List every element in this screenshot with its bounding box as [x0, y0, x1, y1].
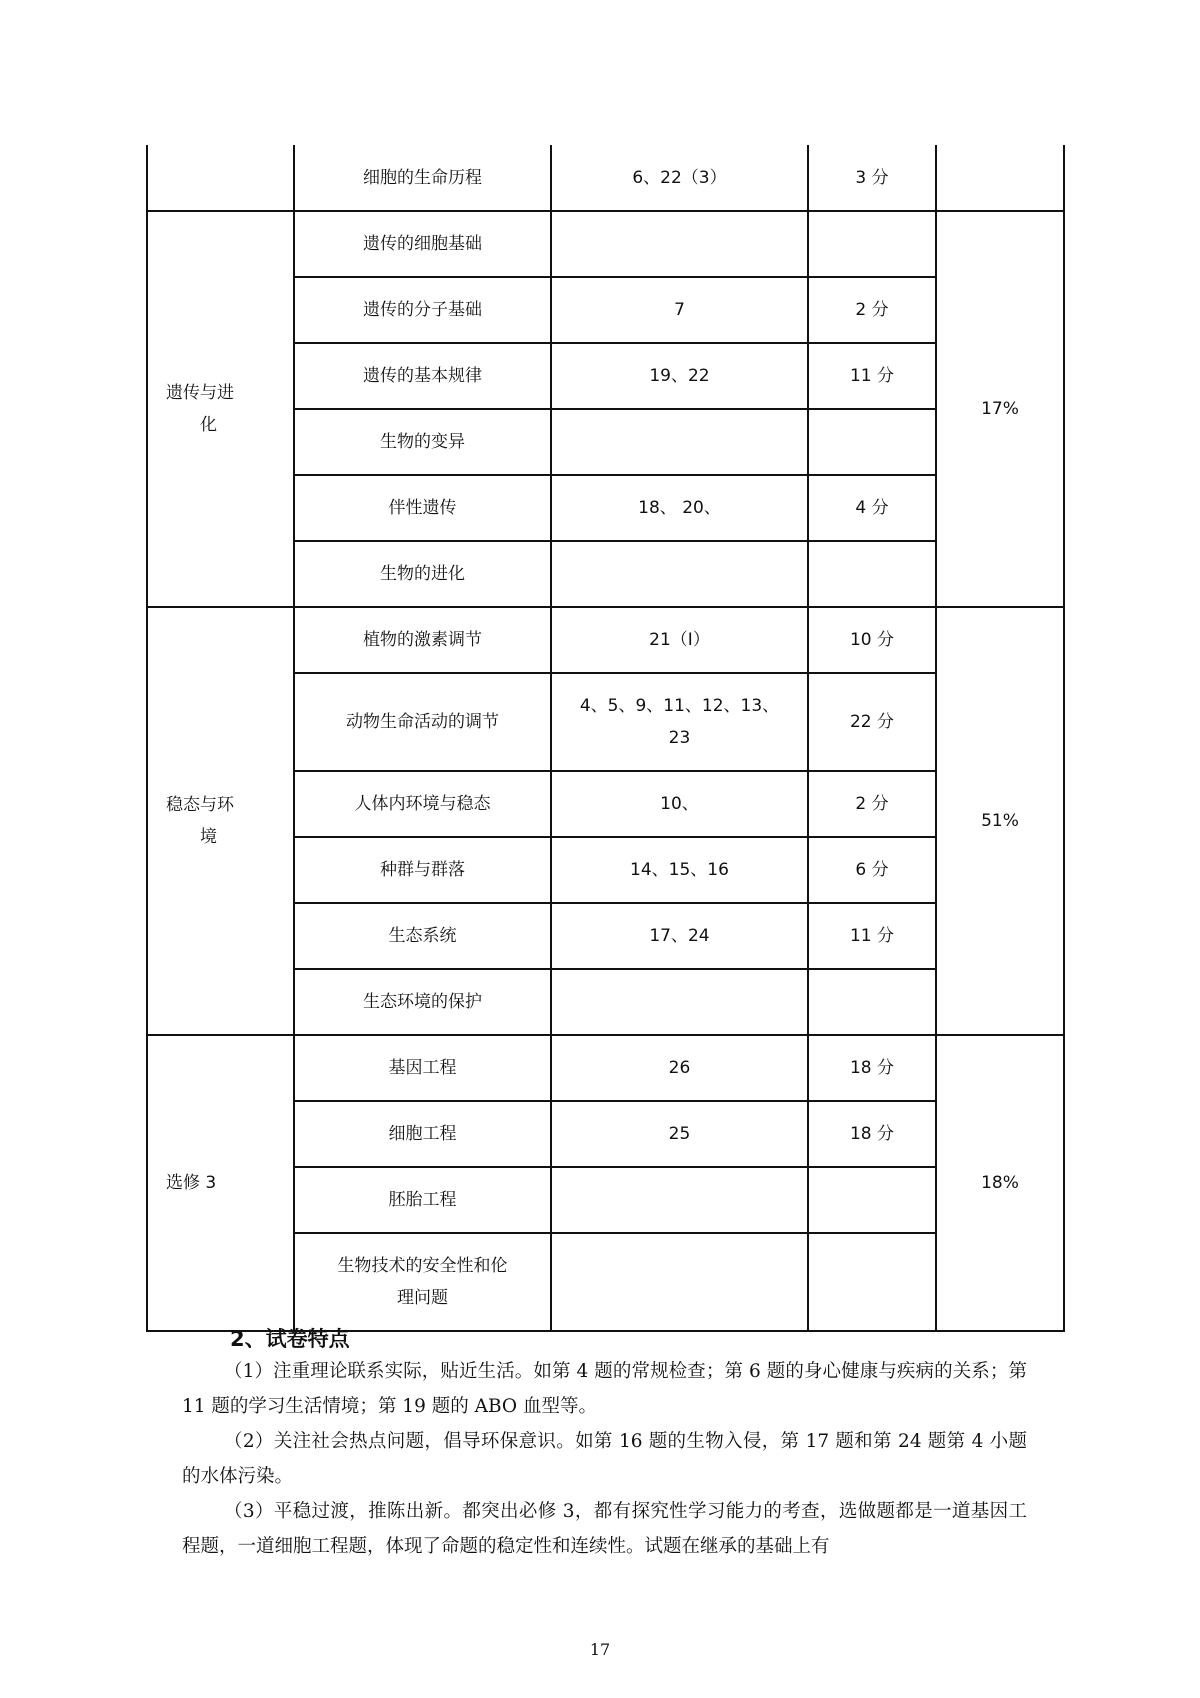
items-cell: 19、22 — [551, 343, 808, 409]
score-cell: 18 分 — [808, 1101, 936, 1167]
score-cell: 11 分 — [808, 343, 936, 409]
topic-cell: 基因工程 — [294, 1035, 551, 1101]
table-row — [147, 211, 1064, 277]
score-cell: 11 分 — [808, 903, 936, 969]
topic-cell: 生物的进化 — [294, 541, 551, 607]
score-cell: 2 分 — [808, 277, 936, 343]
items-cell: 21（Ⅰ） — [551, 607, 808, 673]
topic-cell: 动物生命活动的调节 — [294, 673, 551, 771]
area-cell-homeostasis: 稳态与环 境 — [147, 607, 294, 1035]
paragraph-2: （2）关注社会热点问题，倡导环保意识。如第 16 题的生物入侵，第 17 题和第 24 题第 4 小题的水体污染。 — [182, 1431, 1027, 1487]
area-cell-elective: 选修 3 — [147, 1035, 294, 1331]
score-cell — [808, 541, 936, 607]
topic-cell: 生态系统 — [294, 903, 551, 969]
table-row — [147, 607, 1064, 673]
section-title: 2、试卷特点 — [230, 1327, 350, 1351]
percent-cell-homeostasis: 51% — [936, 607, 1064, 1035]
items-cell: 7 — [551, 277, 808, 343]
table-row — [147, 1035, 1064, 1101]
score-cell: 3 分 — [808, 145, 936, 211]
items-cell — [551, 541, 808, 607]
score-cell — [808, 211, 936, 277]
items-cell: 18、 20、 — [551, 475, 808, 541]
topic-cell: 胚胎工程 — [294, 1167, 551, 1233]
topic-cell: 细胞工程 — [294, 1101, 551, 1167]
paragraph-3: （3）平稳过渡，推陈出新。都突出必修 3，都有探究性学习能力的考查，选做题都是一道基因工程题，一道细胞工程题，体现了命题的稳定性和连续性。试题在继承的基础上有 — [182, 1501, 1027, 1557]
score-distribution-table — [146, 145, 1065, 1332]
topic-cell: 生态环境的保护 — [294, 969, 551, 1035]
items-cell — [551, 1167, 808, 1233]
score-cell — [808, 1233, 936, 1331]
items-cell: 14、15、16 — [551, 837, 808, 903]
items-cell — [551, 1233, 808, 1331]
table-row — [147, 145, 1064, 211]
score-cell — [808, 969, 936, 1035]
items-cell: 17、24 — [551, 903, 808, 969]
score-cell — [808, 409, 936, 475]
topic-cell: 细胞的生命历程 — [294, 145, 551, 211]
topic-cell: 生物的变异 — [294, 409, 551, 475]
page-number: 17 — [589, 1640, 611, 1659]
score-cell: 22 分 — [808, 673, 936, 771]
items-cell: 10、 — [551, 771, 808, 837]
items-cell — [551, 409, 808, 475]
items-cell: 26 — [551, 1035, 808, 1101]
percent-cell-genetics: 17% — [936, 211, 1064, 607]
items-cell: 4、5、9、11、12、13、 23 — [551, 673, 808, 771]
percent-cell-elective: 18% — [936, 1035, 1064, 1331]
score-cell: 18 分 — [808, 1035, 936, 1101]
items-cell — [551, 969, 808, 1035]
items-cell — [551, 211, 808, 277]
topic-cell: 植物的激素调节 — [294, 607, 551, 673]
area-cell-empty — [147, 145, 294, 211]
topic-cell: 种群与群落 — [294, 837, 551, 903]
score-cell — [808, 1167, 936, 1233]
score-cell: 2 分 — [808, 771, 936, 837]
topic-cell: 遗传的基本规律 — [294, 343, 551, 409]
topic-cell: 伴性遗传 — [294, 475, 551, 541]
topic-cell: 人体内环境与稳态 — [294, 771, 551, 837]
items-cell: 25 — [551, 1101, 808, 1167]
topic-cell: 遗传的细胞基础 — [294, 211, 551, 277]
items-cell: 6、22（3） — [551, 145, 808, 211]
score-cell: 10 分 — [808, 607, 936, 673]
topic-cell: 遗传的分子基础 — [294, 277, 551, 343]
score-cell: 4 分 — [808, 475, 936, 541]
percent-cell-empty — [936, 145, 1064, 211]
score-cell: 6 分 — [808, 837, 936, 903]
topic-cell: 生物技术的安全性和伦 理问题 — [294, 1233, 551, 1331]
area-cell-genetics: 遗传与进 化 — [147, 211, 294, 607]
paragraph-1: （1）注重理论联系实际，贴近生活。如第 4 题的常规检查；第 6 题的身心健康与疾病的关系；第 11 题的学习生活情境；第 19 题的 ABO 血型等。 — [182, 1361, 1027, 1417]
